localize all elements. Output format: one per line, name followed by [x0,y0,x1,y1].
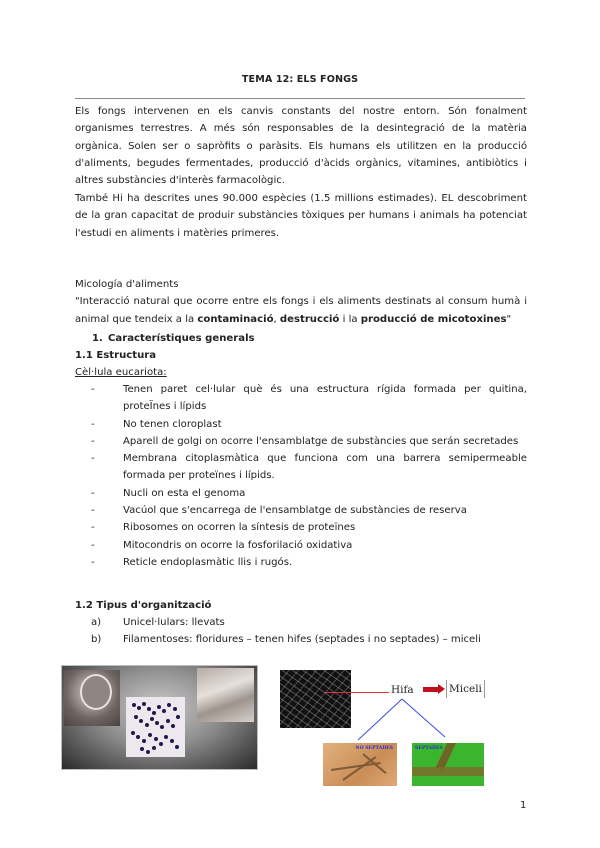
list-item-text: Mitocondris on ocorre la fosforilació oxidativa [123,539,353,551]
organization-types-list [75,614,527,649]
dash-bullet: - [91,539,95,551]
list-item-text: Filamentoses: floridures – tenen hifes (septades i no septades) – miceli [123,634,481,646]
definition-bold-mycotoxins: producció de micotoxines [360,313,507,325]
definition-bold-contamination: contaminació [197,313,274,325]
dash-bullet: - [91,384,95,395]
list-item-text: Reticle endoplasmàtic llis i rugós. [123,556,293,568]
definition-sep: , [273,313,280,325]
list-item-text: Membrana citoplasmàtica que funciona com una barrera semipermeable formada per proteïnes i lípids. [123,453,527,482]
cell-structure-list [75,381,527,571]
list-item-text: Ribosomes on ocorren la síntesis de proteïnes [123,522,356,534]
section-title: Característiques generals [108,333,255,344]
title-divider [75,98,525,99]
dash-bullet: - [91,487,95,499]
list-item-text: No tenen cloroplast [123,418,222,430]
intro-paragraph: Els fongs intervenen en els canvis constants del nostre entorn. Són fonalment organismes terrestres. A més són responsables de la desintegració de la matèria orgànica. Solen ser o sapròfits o paràsits. Els humans els utilitzen en la producció d'aliments, begudes fermentades, producció d'àcids orgànics, vitamines, antibiòtics i altres substàncies d'interès farmacològic. [75,106,527,187]
list-item [75,450,527,485]
page-number: 1 [520,800,527,811]
list-item [75,433,527,450]
filamentous-fungi-photo [197,668,254,722]
list-item-text: Nucli on esta el genoma [123,487,246,499]
section-1-heading [92,330,255,347]
list-item [75,631,527,648]
list-item [75,614,527,631]
list-marker: a) [91,617,102,628]
list-item-text: Tenen paret cel·lular què és una estructura rígida formada per quitina, proteÏnes i lípids [123,384,527,413]
list-item [75,416,527,433]
definition-bold-destruction: destrucció [279,313,340,325]
list-item-text: Unicel·lulars: llevats [123,617,225,628]
list-item [75,554,527,571]
no-septades-label: NO SEPTADES [355,746,393,751]
list-item [75,381,527,416]
dash-bullet: - [91,418,95,430]
dash-bullet: - [91,453,95,465]
section-1-1-heading: 1.1 Estructura [75,350,157,361]
micology-definition [75,293,527,328]
yeast-micrograph-collage [61,665,258,770]
list-item-text: Vacúol que s'encarrega de l'ensamblatge de substàncies de reserva [123,505,467,517]
definition-sep: i la [339,313,361,325]
list-marker: b) [91,634,102,646]
eukaryotic-cell-subheading: Cèl·lula eucariota: [75,367,167,378]
page-title: TEMA 12: ELS FONGS [241,74,359,85]
dash-bullet: - [91,505,95,517]
septades-label: SEPTADES [415,746,443,751]
micology-heading: Micología d'aliments [75,279,179,290]
stained-yeast-photo [126,697,185,757]
micology-block [75,259,527,328]
list-item-text: Aparell de golgi on ocorre l'ensamblatge de substàncies que serán secretades [123,435,519,447]
definition-quote-end: " [506,313,512,325]
hifa-label: Hifa [391,684,414,696]
non-septate-hypha-photo [323,743,397,786]
list-item [75,519,527,536]
section-1-2-heading: 1.2 Tipus d'organització [75,600,212,611]
miceli-label: Miceli [446,680,485,698]
list-item [75,537,527,554]
dash-bullet: - [91,435,95,447]
dash-bullet: - [91,522,95,534]
list-item [75,485,527,502]
list-item [75,502,527,519]
definition-text: "Interacció natural que ocorre entre els fongs i els aliments destinats al consum humà i animal que tendeix a la [75,296,527,325]
section-number: 1. [92,333,103,344]
septate-hypha-photo [412,743,484,786]
yeast-cell-sem-photo [64,670,120,726]
hypha-mycelium-diagram [280,670,520,800]
dash-bullet: - [91,556,95,568]
species-paragraph: També Hi ha descrites unes 90.000 espècies (1.5 millions estimades). EL descobriment de la gran capacitat de produir substàncies tòxiques per humans i animals ha potenciat l'estudi en aliments i matèries primeres. [75,193,527,239]
branch-lines-icon [280,670,520,750]
